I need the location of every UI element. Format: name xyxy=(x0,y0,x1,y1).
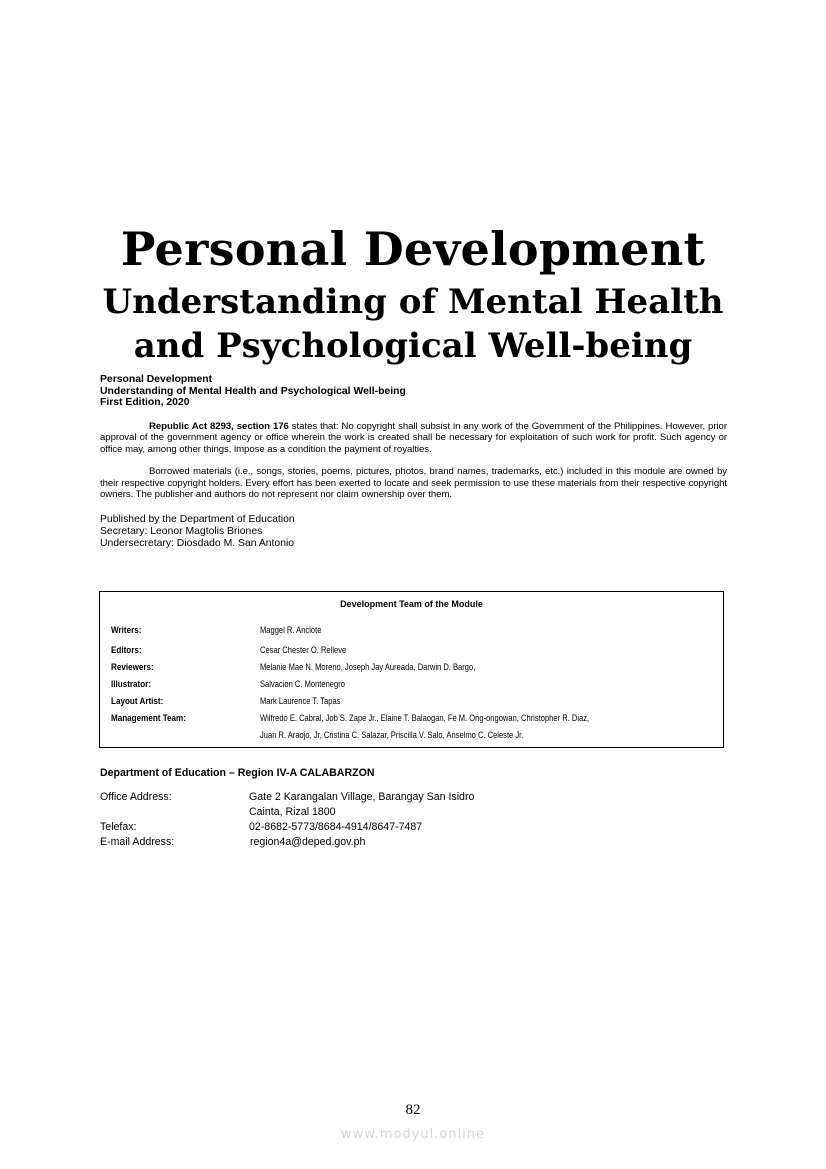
telefax-label: Telefax: xyxy=(100,821,137,833)
office-address-label: Office Address: xyxy=(100,791,172,803)
secretary-line: Secretary: Leonor Magtolis Briones xyxy=(100,526,263,538)
team-names: Maggel R. Anclote xyxy=(260,625,322,635)
team-role: Illustrator: xyxy=(111,679,152,689)
subtitle-line-1: Understanding of Mental Health xyxy=(102,282,724,322)
email-value: region4a@deped.gov.ph xyxy=(250,836,366,848)
email-label: E-mail Address: xyxy=(100,836,175,848)
development-team-box xyxy=(99,591,724,748)
subtitle-line-2: and Psychological Well-being xyxy=(133,326,693,366)
telefax-value: 02-8682-5773/8684-4914/8647-7487 xyxy=(249,821,423,833)
office-address-line-1: Gate 2 Karangalan Village, Barangay San Isidro xyxy=(249,791,475,803)
copyright-section xyxy=(100,374,727,550)
team-names: Salvacion C. Montenegro xyxy=(260,679,345,689)
team-names: Wilfredo E. Cabral, Job S. Zape Jr., Elaine T. Balaogan, Fe M. Ong-ongowan, Christopher R. Diaz, xyxy=(260,713,590,723)
team-role: Writers: xyxy=(111,625,142,635)
team-names: Cesar Chester O. Relleve xyxy=(260,645,347,655)
meta-edition: First Edition, 2020 xyxy=(100,397,190,408)
borrowed-materials-paragraph: Borrowed materials (i.e., songs, stories, poems, pictures, photos, brand names, trademarks, etc.) included in this module are owned by their respective copyright holders. Every effort has been exerted to locate and seek permission to use these materials from their respective copyright owners. The publisher and authors do not represent nor claim ownership over them. xyxy=(100,466,727,501)
office-address-line-2: Cainta, Rizal 1800 xyxy=(249,806,336,818)
publisher-info xyxy=(100,514,727,550)
team-role: Layout Artist: xyxy=(111,696,164,706)
page-number: 82 xyxy=(405,1102,421,1118)
publisher-line: Published by the Department of Education xyxy=(100,514,295,526)
undersecretary-line: Undersecretary: Diosdado M. San Antonio xyxy=(100,538,295,550)
meta-subtitle: Understanding of Mental Health and Psychological Well-being xyxy=(100,385,406,397)
page-title: Personal Development xyxy=(120,222,706,276)
copyright-paragraph-text: states that: No copyright shall subsist in any work of the Government of the Philippines. However, prior approval of the government agency or office wherein the work is created shall be necessary for exploitation of such work for profit. Such agency or office may, among other things, impose as a condition the payment of royalties. xyxy=(100,420,727,455)
team-role: Management Team: xyxy=(111,713,186,723)
team-names: Mark Laurence T. Tapas xyxy=(260,696,341,706)
team-role: Reviewers: xyxy=(111,662,154,672)
page-subtitle xyxy=(0,280,826,368)
meta-title: Personal Development xyxy=(100,374,213,385)
team-names: Juan R. Araojo, Jr, Cristina C. Salazar, Priscilla V. Salo, Anselmo C. Celeste Jr. xyxy=(260,730,524,740)
republic-act-reference: Republic Act 8293, section 176 xyxy=(149,420,289,432)
region-heading: Department of Education – Region IV-A CALABARZON xyxy=(100,767,375,779)
team-role: Editors: xyxy=(111,645,142,655)
team-heading: Development Team of the Module xyxy=(340,599,483,609)
watermark: www.modyul.online xyxy=(340,1127,486,1142)
copyright-paragraph xyxy=(100,421,727,456)
team-names: Melanie Mae N. Moreno, Joseph Jay Aureada, Darwin D. Bargo, xyxy=(260,662,476,672)
